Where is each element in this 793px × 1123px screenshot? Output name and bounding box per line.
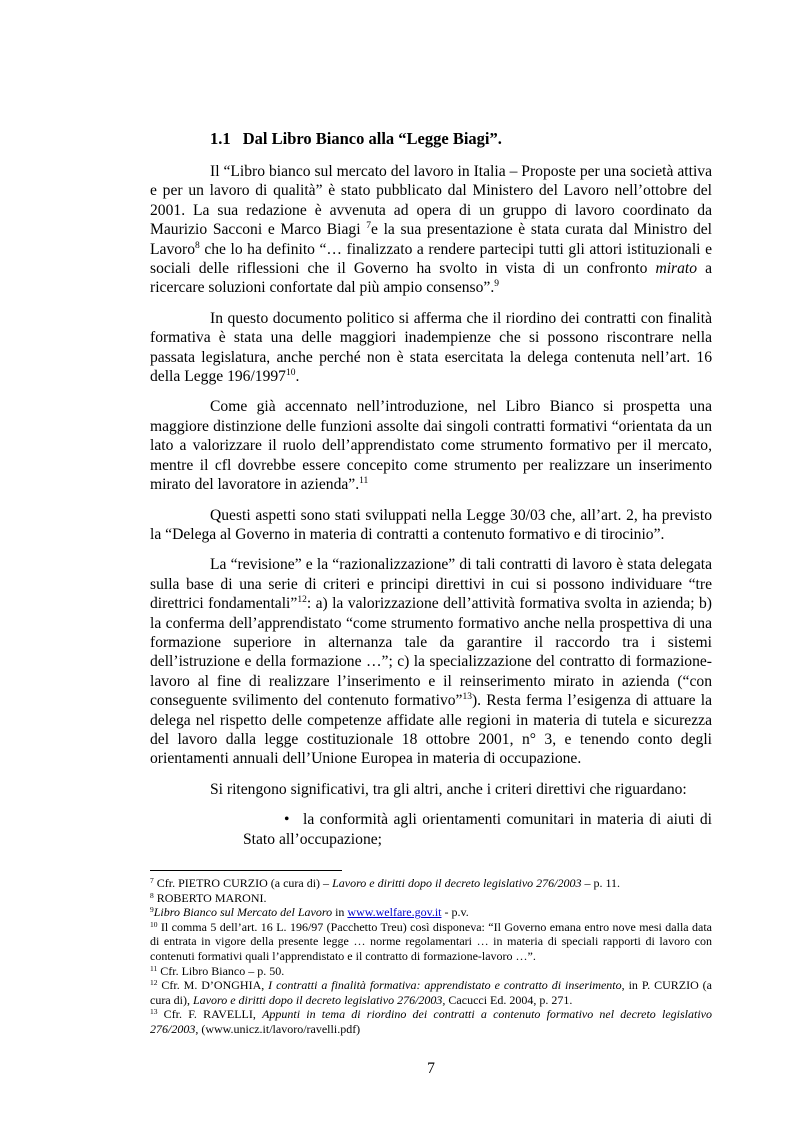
text-run: Cacucci Ed. 2004, p. 271. [445, 992, 573, 1007]
text-run: a ricercare soluzioni confortate dal più ampio consenso”. [150, 260, 712, 297]
text-run: Il comma 5 dell’art. 16 L. 196/97 (Pacchetto Treu) così disponeva: “Il Governo emana entro nove mesi dalla data di entrata in vigore della presente legge … norme regolamentari … in materia di speciali rapporti di lavoro con contenuti formativi quali l’apprendistato e il contratto di formazione-lavoro …”. [150, 919, 712, 963]
footnote [150, 905, 712, 920]
text-run: La “revisione” e la “razionalizzazione” di tali contratti di lavoro è stata delegata sulla base di una serie di criteri e principi direttivi in cui si possono individuare “tre direttrici fondamentali” [150, 556, 712, 613]
bullet-icon: • [284, 811, 290, 829]
text-run: : a) la valorizzazione dell’attività formativa svolta in azienda; b) la conferma dell’apprendistato “come strumento formativo anche nella prospettiva di una formazione superiore in alternanza tale da garantire il raccordo tra i sistemi dell’istruzione e della formazione …”; c) la specializzazione del contratto di formazione-lavoro al fine di realizzare l’inserimento e il reinserimento mirato in azienda (“con conseguente svilimento del contenuto formativo” [150, 595, 713, 710]
section-number: 1.1 [210, 129, 231, 148]
welfare-link[interactable]: www.welfare.gov.it [347, 905, 442, 920]
italic-text: I contratti a finalità formativa: apprendistato e contratto di inserimento [268, 978, 622, 993]
footnote-number: 9 [150, 905, 154, 915]
text-run: Come già accennato nell’introduzione, nel Libro Bianco si prospetta una maggiore distinzione delle funzioni assolte dai singoli contratti formativi “orientata da un lato a valorizzare il ruolo dell’apprendistato come strumento formativo per il mercato, mentre il cfl dovrebbe essere concepito come strumento per realizzare un inserimento mirato del lavoratore in azienda”. [150, 398, 712, 494]
footnote [150, 876, 712, 891]
footnote-number: 13 [150, 1007, 158, 1017]
italic-text: Lavoro e diritti dopo il decreto legislativo 276/2003, [192, 992, 446, 1007]
footnote-number: 12 [150, 978, 158, 988]
text-run: ROBERTO MARONI. [153, 890, 267, 905]
text-run: Cfr. Libro Bianco – p. 50. [157, 963, 285, 978]
footnote-separator [150, 870, 342, 871]
text-run: Cfr. PIETRO CURZIO (a cura di) – [153, 876, 333, 890]
footnote-ref[interactable]: 11 [359, 476, 369, 487]
italic-text: Lavoro e diritti dopo il decreto legislativo 276/2003 [332, 876, 582, 890]
footnote-ref[interactable]: 8 [195, 240, 200, 251]
italic-text: Appunti in tema di riordino dei contratti a contenuto formativo nel decreto legislativo 276/2003 [150, 1007, 712, 1036]
text-run: Il “Libro bianco sul mercato del lavoro in Italia – Proposte per una società attiva e per un lavoro di qualità” è stato pubblicato dal Ministero del Lavoro nell’ottobre del 2001. La sua redazione è avvenuta ad opera di un gruppo di lavoro coordinato da Maurizio Sacconi e Marco Biagi [150, 163, 712, 239]
italic-text: Libro Bianco sul Mercato del Lavoro [153, 905, 333, 920]
text-run: In questo documento politico si afferma che il riordino dei contratti con finalità formativa è stata una delle maggiori inadempienze che si possono riscontrare nella passata legislatura, anche perché non è stata esercitata la delega contenuta nell’art. 16 della Legge 196/1997 [150, 309, 712, 386]
text-run: - p.v. [441, 905, 469, 920]
bullet-text: la conformità agli orientamenti comunitari in materia di aiuti di Stato all’occupazione; [243, 811, 712, 848]
paragraph: Si ritengono significativi, tra gli altri, anche i criteri direttivi che riguardano: [210, 780, 687, 798]
paragraph [150, 162, 712, 298]
text-run: che lo ha definito “… finalizzato a rendere partecipi tutti gli attori istituzionali e sociali delle riflessioni che il Governo ha svolto in vista di un confronto [150, 240, 712, 278]
text-run: Cfr. M. D’ONGHIA, [157, 978, 269, 993]
footnote-ref[interactable]: 9 [494, 279, 499, 290]
text-run: in [332, 905, 348, 920]
text-run: ). Resta ferma l’esigenza di attuare la delega nel rispetto delle competenze affidate alle regioni in materia di tutela e sicurezza del lavoro dalla legge costituzionale 18 ottobre 2001, n° 3, e tenendo conto degli orientamenti annuali dell’Unione Europea in materia di occupazione. [150, 692, 712, 768]
italic-text: mirato [655, 260, 698, 278]
footnote-number: 11 [150, 963, 158, 973]
footnote-ref[interactable]: 10 [285, 368, 296, 379]
bullet-item [150, 810, 712, 849]
paragraph [150, 555, 712, 768]
text-run: Cfr. F. RAVELLI, [157, 1007, 263, 1022]
footnote-ref[interactable]: 12 [297, 595, 307, 606]
footnote [150, 964, 712, 979]
footnote-ref[interactable]: 7 [366, 221, 371, 232]
footnote [150, 978, 712, 1007]
paragraph [150, 309, 712, 387]
footnote-ref[interactable]: 13 [462, 692, 472, 703]
text-run: , (www.unicz.it/lavoro/ravelli.pdf) [195, 1021, 361, 1036]
footnote [150, 920, 712, 964]
text-run: – p. 11. [581, 876, 621, 890]
footnote [150, 891, 712, 906]
page-number: 7 [427, 1060, 435, 1077]
footnote [150, 1007, 712, 1036]
footnotes [150, 876, 712, 1037]
text-run: , in P. CURZIO (a cura di), [150, 978, 712, 1007]
paragraph [150, 397, 712, 494]
text-run: e la sua presentazione è stata curata dal Ministro del Lavoro [150, 221, 713, 258]
footnote-number: 10 [150, 919, 158, 929]
section-title: Dal Libro Bianco alla “Legge Biagi”. [242, 129, 502, 148]
section-heading [210, 129, 502, 149]
body-text [150, 162, 712, 860]
text-run: . [295, 368, 300, 386]
paragraph: Questi aspetti sono stati sviluppati nella Legge 30/03 che, all’art. 2, ha previsto la “Delega al Governo in materia di contratti a contenuto formativo e di tirocinio”. [150, 506, 712, 543]
footnote-number: 8 [150, 890, 154, 900]
footnote-number: 7 [150, 876, 154, 885]
